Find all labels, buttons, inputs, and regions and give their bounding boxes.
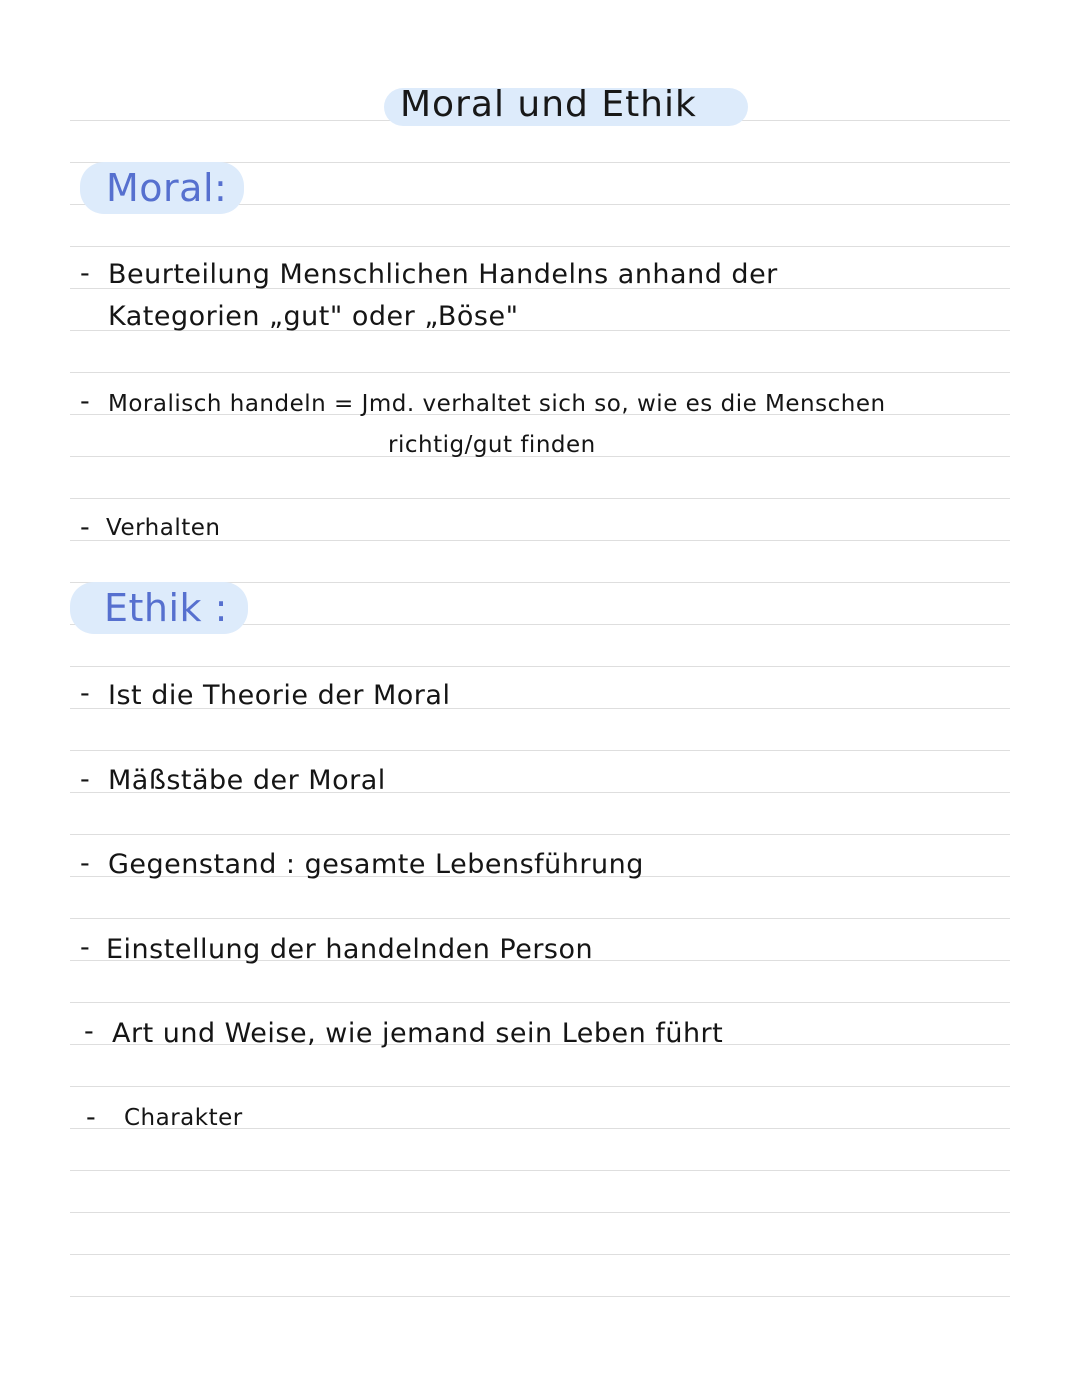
ruled-line (70, 498, 1010, 499)
ethik-item: Ist die Theorie der Moral (108, 680, 451, 711)
ruled-line (70, 1002, 1010, 1003)
ruled-line (70, 1296, 1010, 1297)
ruled-line (70, 1170, 1010, 1171)
bullet-dash: - (80, 848, 90, 879)
bullet-dash: - (80, 258, 90, 289)
page-title: Moral und Ethik (400, 84, 697, 125)
moral-heading: Moral: (106, 166, 228, 210)
bullet-dash: - (84, 1016, 94, 1047)
ruled-line (70, 750, 1010, 751)
ruled-line (70, 834, 1010, 835)
ethik-item: Charakter (124, 1105, 243, 1131)
bullet-dash: - (80, 512, 90, 543)
bullet-dash: - (80, 764, 90, 795)
bullet-dash: - (80, 932, 90, 963)
ruled-line (70, 246, 1010, 247)
ruled-line (70, 1254, 1010, 1255)
ruled-line (70, 918, 1010, 919)
ethik-heading: Ethik : (104, 586, 228, 630)
moral-bullet-2-line-1: Moralisch handeln = Jmd. verhaltet sich so, wie es die Menschen (108, 391, 886, 417)
ethik-item: Art und Weise, wie jemand sein Leben führt (112, 1018, 724, 1049)
moral-bullet-2-line-2: richtig/gut finden (388, 432, 596, 458)
ruled-line (70, 372, 1010, 373)
bullet-dash: - (80, 386, 90, 417)
ruled-line (70, 1212, 1010, 1213)
ruled-line (70, 1086, 1010, 1087)
moral-bullet-1-line-1: Beurteilung Menschlichen Handelns anhand der (108, 259, 778, 290)
ruled-line (70, 666, 1010, 667)
ethik-item: Einstellung der handelnden Person (106, 934, 594, 965)
bullet-dash: - (80, 678, 90, 709)
bullet-dash: - (86, 1102, 96, 1133)
ethik-item: Gegenstand : gesamte Lebensführung (108, 849, 644, 880)
ethik-item: Mäßstäbe der Moral (108, 765, 386, 796)
moral-bullet-3: Verhalten (106, 515, 221, 541)
moral-bullet-1-line-2: Kategorien „gut" oder „Böse" (108, 301, 519, 332)
